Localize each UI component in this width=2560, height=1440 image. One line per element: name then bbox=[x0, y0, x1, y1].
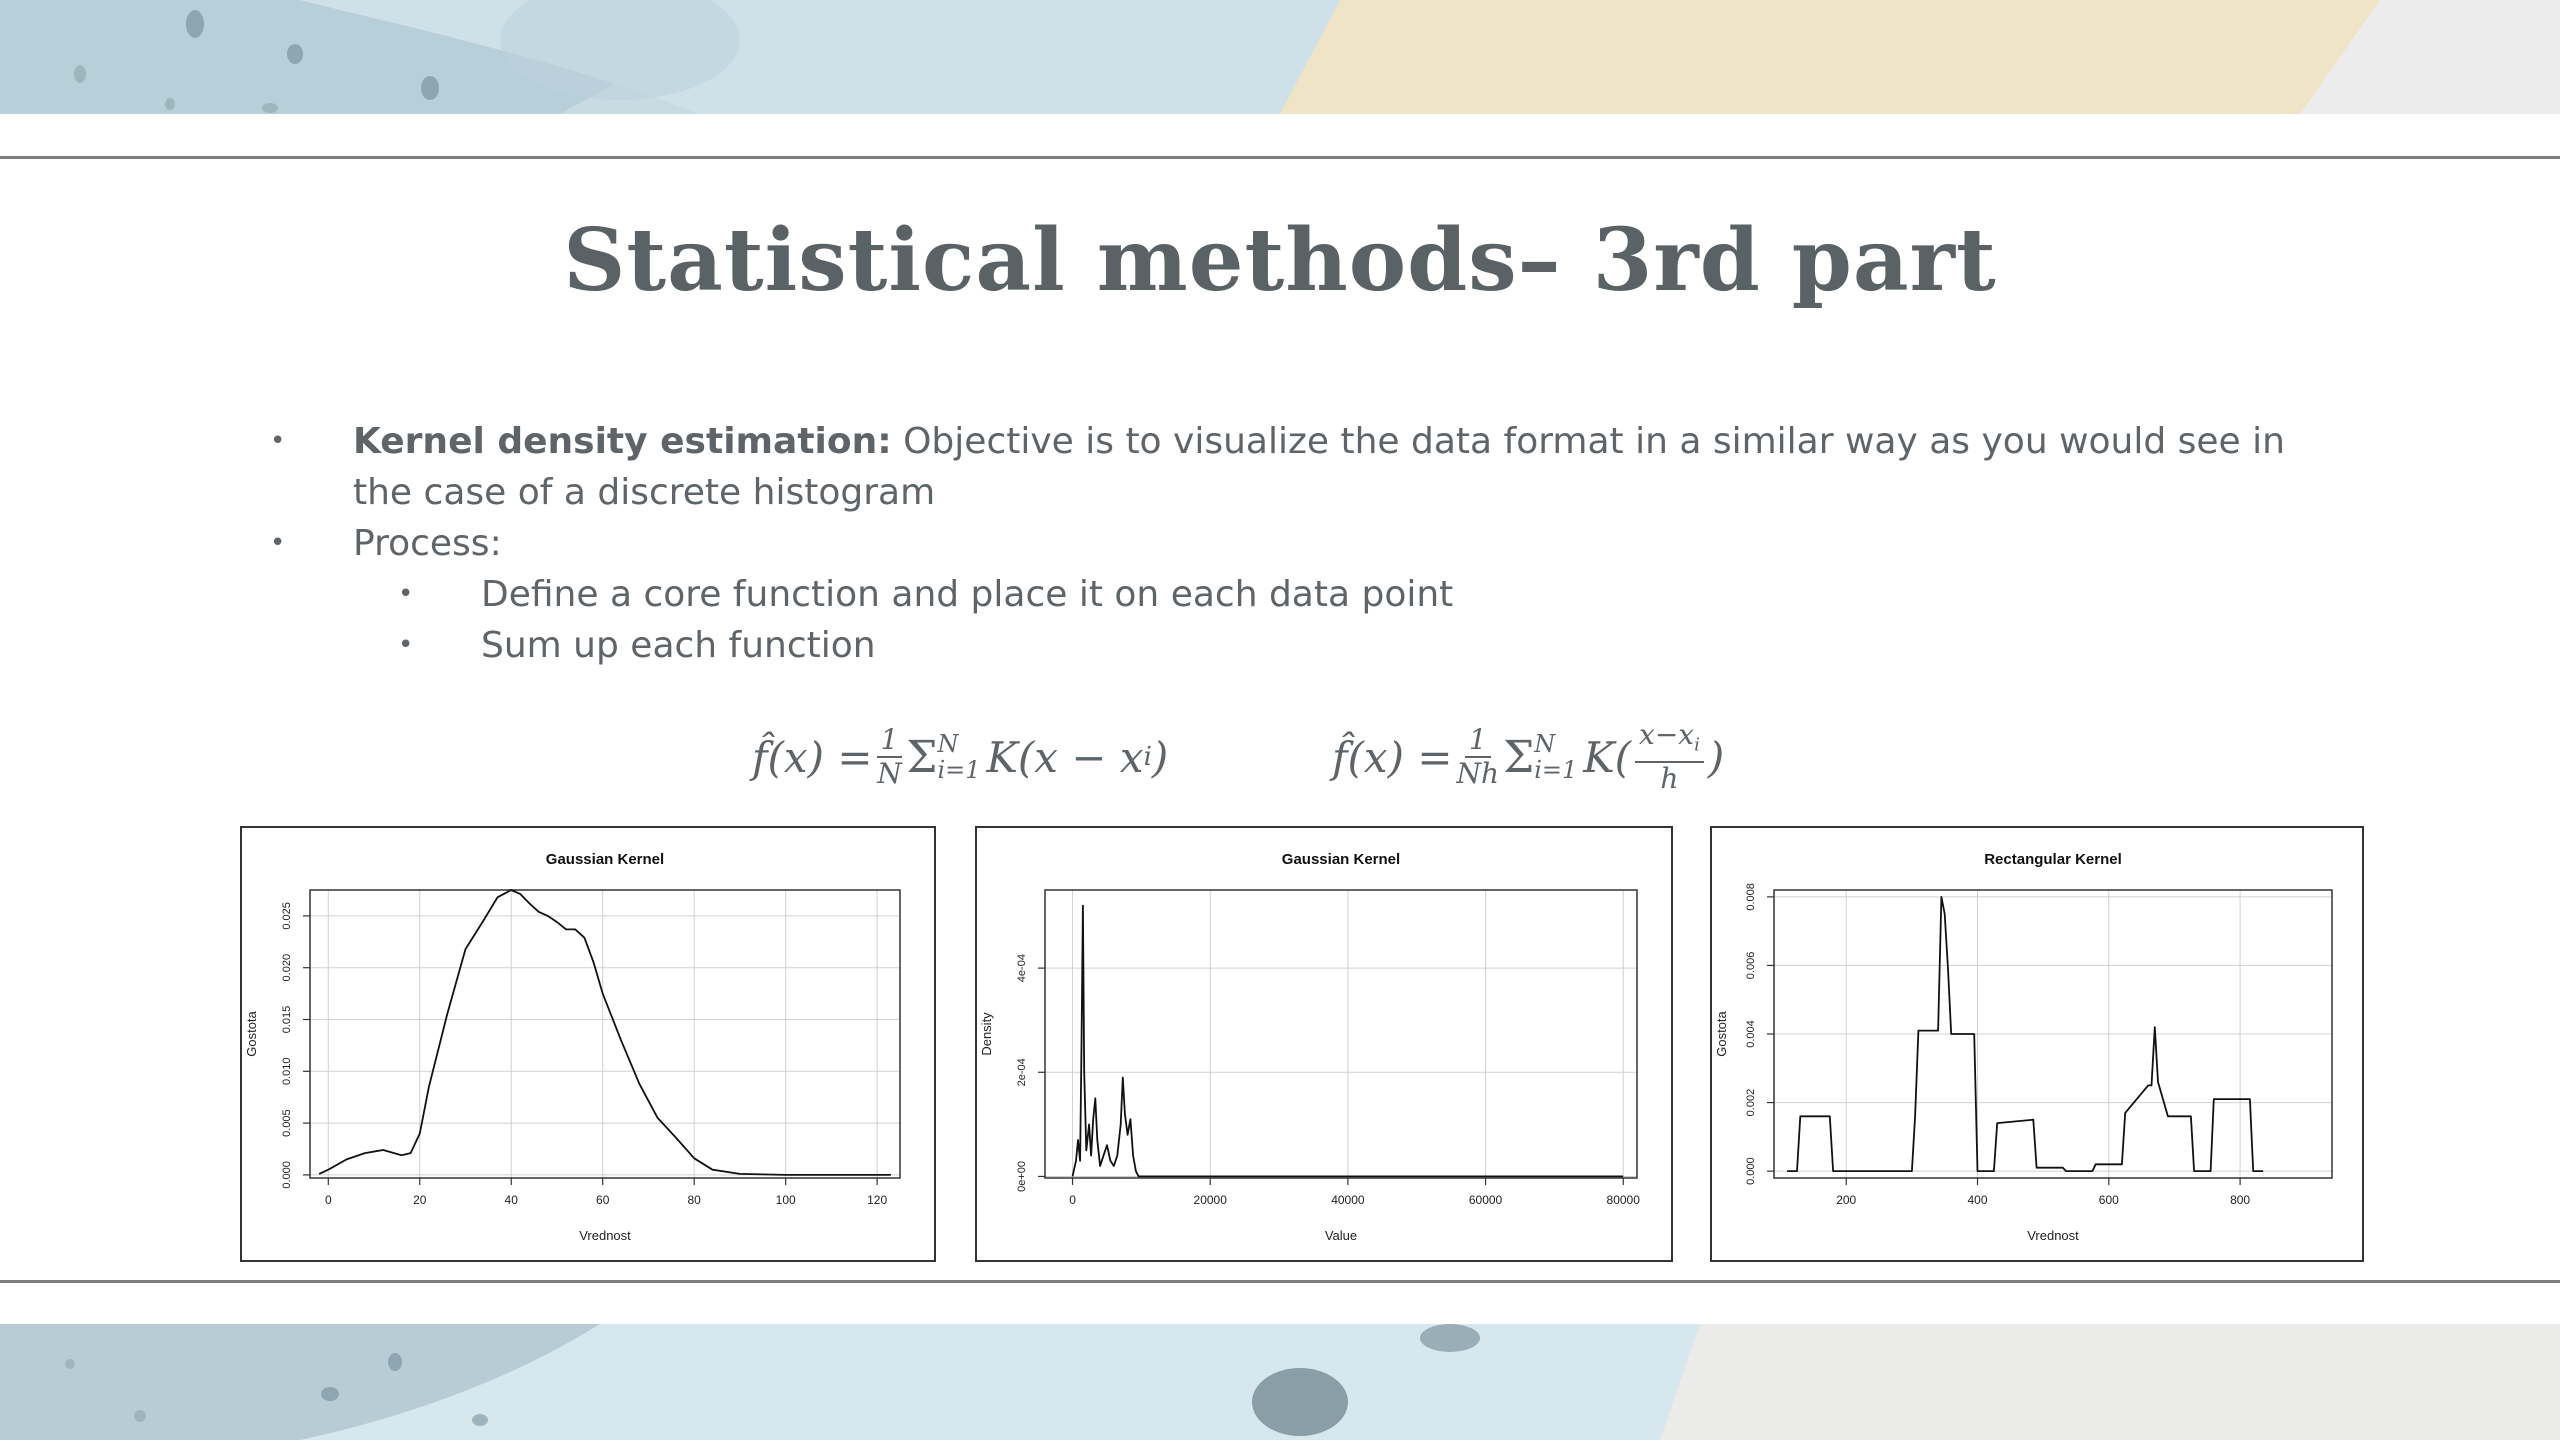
sub-bullet-text: Define a core function and place it on each data point bbox=[481, 574, 1454, 615]
y-tick-label: 0.000 bbox=[281, 1161, 293, 1189]
fraction-denominator: Nh bbox=[1456, 757, 1500, 790]
chart-svg bbox=[1712, 828, 2362, 1260]
y-tick-label: 0.000 bbox=[1745, 1157, 1757, 1185]
y-tick-label: 0.004 bbox=[1745, 1020, 1757, 1048]
watercolor-pattern-top bbox=[0, 0, 2560, 114]
sub-bullet-text: Sum up each function bbox=[481, 625, 876, 666]
y-tick-label: 0.002 bbox=[1745, 1088, 1757, 1117]
formula-lhs: f̂(x) = bbox=[1332, 732, 1453, 782]
x-tick-label: 60000 bbox=[1468, 1193, 1503, 1207]
formula-rhs: K(x − x bbox=[986, 732, 1144, 782]
bullet-item bbox=[270, 416, 2330, 518]
y-tick-label: 0.005 bbox=[281, 1109, 293, 1137]
y-tick-label: 0.010 bbox=[281, 1057, 293, 1086]
fraction-numerator: $x-x_i$ bbox=[1635, 719, 1704, 764]
y-axis-label: Gostota bbox=[244, 1011, 259, 1057]
chart-gaussian-kernel-2 bbox=[975, 826, 1673, 1262]
plot-frame bbox=[310, 890, 900, 1178]
y-tick-label: 0.008 bbox=[1745, 883, 1757, 911]
bottom-divider bbox=[0, 1280, 2560, 1283]
chart-svg bbox=[242, 828, 934, 1260]
fraction-numerator: 1 bbox=[1465, 724, 1491, 758]
x-tick-label: 600 bbox=[2098, 1193, 2119, 1207]
x-axis-label: Value bbox=[1324, 1228, 1358, 1243]
x-tick-label: 40000 bbox=[1331, 1193, 1365, 1207]
sum-upper: N bbox=[937, 730, 959, 758]
sum-symbol: Σ bbox=[906, 731, 938, 783]
formula-close: ) bbox=[1151, 732, 1169, 782]
x-tick-label: 120 bbox=[867, 1193, 888, 1207]
fraction-denominator: N bbox=[877, 757, 902, 790]
sum-lower: i=1 bbox=[1534, 756, 1578, 784]
watercolor-pattern-bottom bbox=[0, 1324, 2560, 1440]
kernel-argument-fraction bbox=[1635, 719, 1704, 796]
x-tick-label: 80000 bbox=[1606, 1193, 1640, 1207]
decorative-bottom-band bbox=[0, 1324, 2560, 1440]
y-tick-label: 0.015 bbox=[281, 1005, 293, 1034]
bullet-list bbox=[270, 416, 2330, 671]
bullet-item bbox=[270, 518, 2330, 569]
chart-title: Rectangular Kernel bbox=[1984, 851, 2122, 868]
sum-limits bbox=[937, 731, 980, 783]
formula-lhs: f̂(x) = bbox=[752, 732, 873, 782]
formula-fraction bbox=[877, 724, 903, 790]
bullet-marker: • bbox=[270, 528, 286, 558]
y-axis-label: Density bbox=[979, 1012, 994, 1056]
x-tick-label: 60 bbox=[596, 1193, 610, 1207]
chart-gaussian-kernel-1 bbox=[240, 826, 936, 1262]
plot-frame bbox=[1045, 890, 1637, 1178]
formulas bbox=[0, 712, 2560, 802]
formula-fraction bbox=[1457, 724, 1500, 790]
kde-bandwidth-formula bbox=[1332, 712, 1724, 802]
y-tick-label: 4e-04 bbox=[1016, 954, 1028, 983]
bullet-marker: • bbox=[398, 579, 414, 609]
sum-symbol: Σ bbox=[1503, 731, 1535, 783]
x-axis-label: Vrednost bbox=[579, 1228, 631, 1243]
formula-rhs: K( bbox=[1583, 732, 1632, 782]
formula-close: ) bbox=[1707, 732, 1725, 782]
sub-bullet-item bbox=[270, 569, 2330, 620]
x-tick-label: 0 bbox=[324, 1193, 332, 1207]
bullet-marker: • bbox=[398, 630, 414, 660]
y-tick-label: 0.020 bbox=[281, 953, 293, 982]
slide-title: Statistical methods– 3rd part bbox=[563, 210, 1997, 311]
kde-formula bbox=[752, 712, 1168, 802]
bullet-text: Process: bbox=[353, 523, 502, 564]
fraction-numerator: 1 bbox=[877, 724, 903, 758]
y-tick-label: 0.025 bbox=[281, 902, 293, 930]
x-tick-label: 800 bbox=[2230, 1193, 2251, 1207]
sum-upper: N bbox=[1534, 730, 1556, 758]
decorative-top-band bbox=[0, 0, 2560, 114]
x-tick-label: 40 bbox=[504, 1193, 518, 1207]
top-divider bbox=[0, 156, 2560, 159]
y-axis-label: Gostota bbox=[1714, 1011, 1729, 1057]
sum-limits bbox=[1534, 731, 1577, 783]
chart-svg bbox=[977, 828, 1671, 1260]
x-tick-label: 100 bbox=[775, 1193, 796, 1207]
x-tick-label: 200 bbox=[1836, 1193, 1857, 1207]
chart-title: Gaussian Kernel bbox=[1281, 851, 1401, 868]
formula-subscript: i bbox=[1143, 742, 1152, 772]
sub-bullet-item bbox=[270, 620, 2330, 671]
bullet-marker: • bbox=[270, 426, 286, 456]
y-tick-label: 0e+00 bbox=[1016, 1160, 1028, 1192]
x-tick-label: 20000 bbox=[1193, 1193, 1227, 1207]
fraction-denominator: h bbox=[1660, 762, 1679, 796]
sum-lower: i=1 bbox=[937, 756, 981, 784]
x-tick-label: 0 bbox=[1069, 1193, 1076, 1207]
x-tick-label: 400 bbox=[1967, 1193, 1988, 1207]
y-tick-label: 2e-04 bbox=[1016, 1058, 1028, 1087]
x-tick-label: 20 bbox=[413, 1193, 427, 1207]
chart-rectangular-kernel bbox=[1710, 826, 2364, 1262]
x-axis-label: Vrednost bbox=[2027, 1228, 2079, 1243]
x-tick-label: 80 bbox=[687, 1193, 701, 1207]
y-tick-label: 0.006 bbox=[1745, 951, 1757, 980]
bullet-text: Objective is to visualize the data format in a similar way as you would see in the case of a discrete histogram bbox=[353, 421, 2285, 513]
bullet-bold-label: Kernel density estimation: bbox=[353, 421, 892, 462]
density-line bbox=[319, 890, 891, 1175]
chart-title: Gaussian Kernel bbox=[545, 851, 665, 868]
